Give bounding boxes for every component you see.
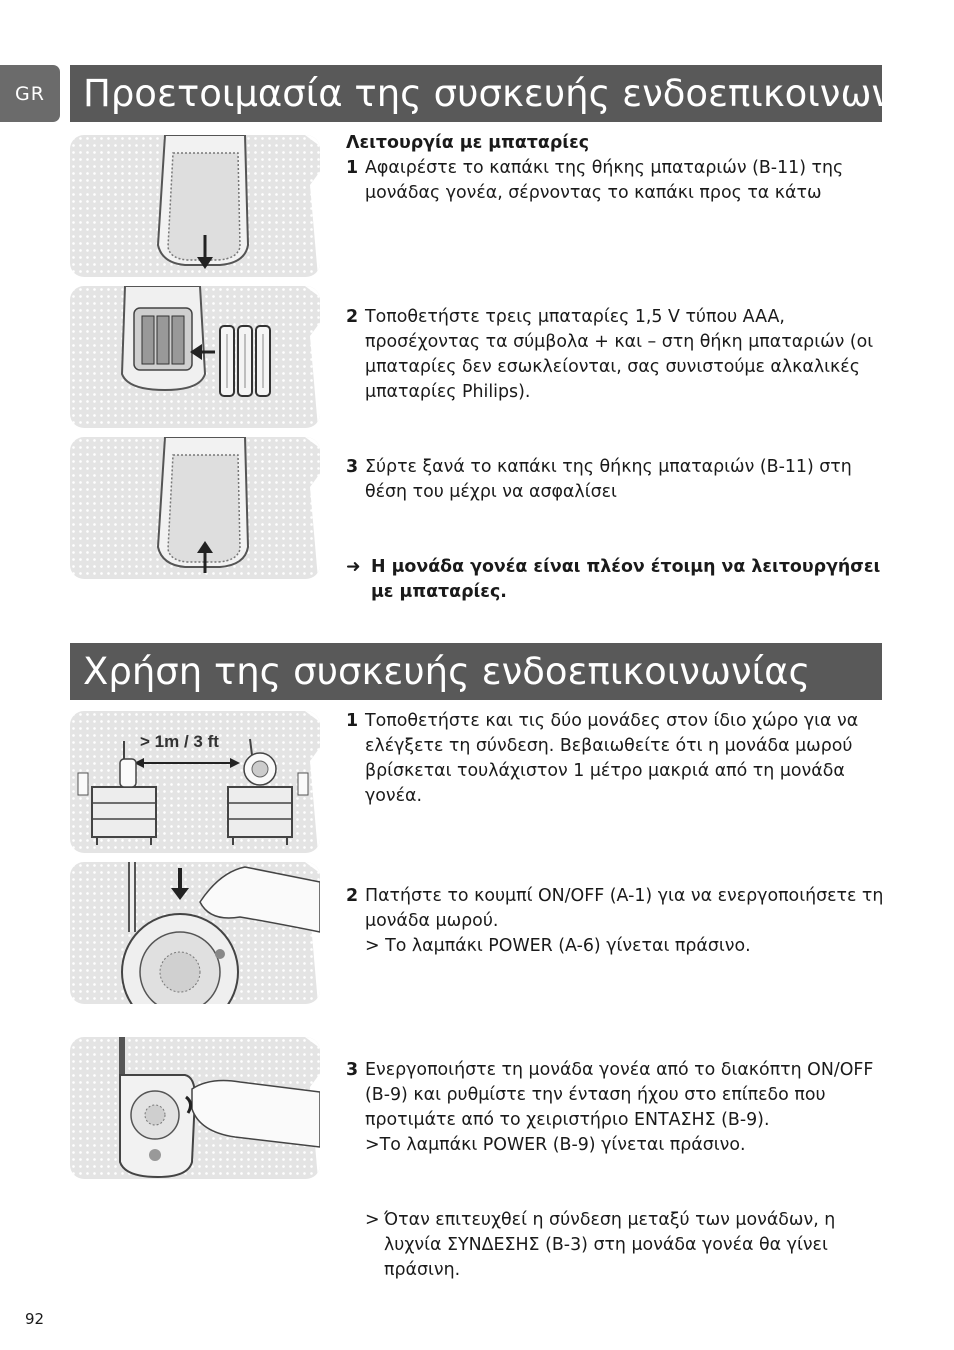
step-note: > Το λαμπάκι POWER (A-6) γίνεται πράσινο. xyxy=(365,936,751,956)
step-number: 2 xyxy=(346,307,359,327)
subheading-battery-operation: Λειτουργία με μπαταρίες xyxy=(346,133,590,153)
note-marker: > xyxy=(365,1210,380,1230)
section2-step-3 xyxy=(346,1058,886,1158)
illustration-insert-batteries xyxy=(70,286,320,428)
step-text: Σύρτε ξανά το καπάκι της θήκης μπαταριών (B-11) στη θέση του μέχρι να ασφαλίσει xyxy=(365,457,852,502)
result-text: Η μονάδα γονέα είναι πλέον έτοιμη να λειτουργήσει με μπαταρίες. xyxy=(371,557,881,602)
section1-result xyxy=(346,555,886,605)
distance-label: > 1m / 3 ft xyxy=(140,732,219,751)
result-arrow-icon: ➜ xyxy=(346,557,361,577)
illustration-baby-unit-power xyxy=(70,862,320,1004)
step-number: 2 xyxy=(346,886,359,906)
section1-text xyxy=(346,131,886,206)
step-number: 3 xyxy=(346,457,359,477)
language-tab: GR xyxy=(0,65,60,122)
section-title-usage: Χρήση της συσκευής ενδοεπικοινωνίας xyxy=(70,643,882,700)
step-number: 1 xyxy=(346,158,359,178)
section2-step-1 xyxy=(346,709,886,809)
step-number: 1 xyxy=(346,711,359,731)
illustration-remove-battery-cover xyxy=(70,135,320,277)
section1-step-1 xyxy=(346,156,886,206)
step-note: >Το λαμπάκι POWER (B-9) γίνεται πράσινο. xyxy=(365,1135,746,1155)
page-number: 92 xyxy=(25,1310,45,1328)
step-text: Ενεργοποιήστε τη μονάδα γονέα από το διακόπτη ON/OFF (B-9) και ρυθμίστε την ένταση ήχου στο επίπεδο που προτιμάτε από το χειριστήριο ΕΝΤΑΣΗΣ (B-9). xyxy=(365,1060,874,1130)
step-text: Αφαιρέστε το καπάκι της θήκης μπαταριών (B-11) της μονάδας γονέα, σέρνοντας το καπάκι προς τα κάτω xyxy=(365,158,844,203)
step-text: Πατήστε το κουμπί ON/OFF (A-1) για να ενεργοποιήσετε τη μονάδα μωρού. xyxy=(365,886,884,931)
illustration-close-battery-cover xyxy=(70,437,320,579)
step-text: Τοποθετήστε και τις δύο μονάδες στον ίδιο χώρο για να ελέγξετε τη σύνδεση. Βεβαιωθείτε ότι η μονάδα μωρού βρίσκεται τουλάχιστον 1 μέτρο μακριά από τη μονάδα γονέα. xyxy=(365,711,859,806)
section2-step-2 xyxy=(346,884,886,959)
illustration-unit-distance xyxy=(70,711,320,853)
section1-step-3 xyxy=(346,455,886,505)
step-number: 3 xyxy=(346,1060,359,1080)
section2-final-note xyxy=(346,1208,886,1283)
step-text: Τοποθετήστε τρεις μπαταρίες 1,5 V τύπου AAA, προσέχοντας τα σύμβολα + και – στη θήκη μπαταριών (οι μπαταρίες δεν εσωκλείονται, σας συνιστούμε αλκαλικές μπαταρίες Philips). xyxy=(365,307,874,402)
final-note-text: Όταν επιτευχθεί η σύνδεση μεταξύ των μονάδων, η λυχνία ΣΥΝΔΕΣΗΣ (B-3) στη μονάδα γονέα θα γίνει πράσινη. xyxy=(384,1210,836,1280)
illustration-parent-unit-power xyxy=(70,1037,320,1179)
section-title-preparation: Προετοιμασία της συσκευής ενδοεπικοινωνίας xyxy=(70,65,882,122)
section1-step-2 xyxy=(346,305,886,405)
